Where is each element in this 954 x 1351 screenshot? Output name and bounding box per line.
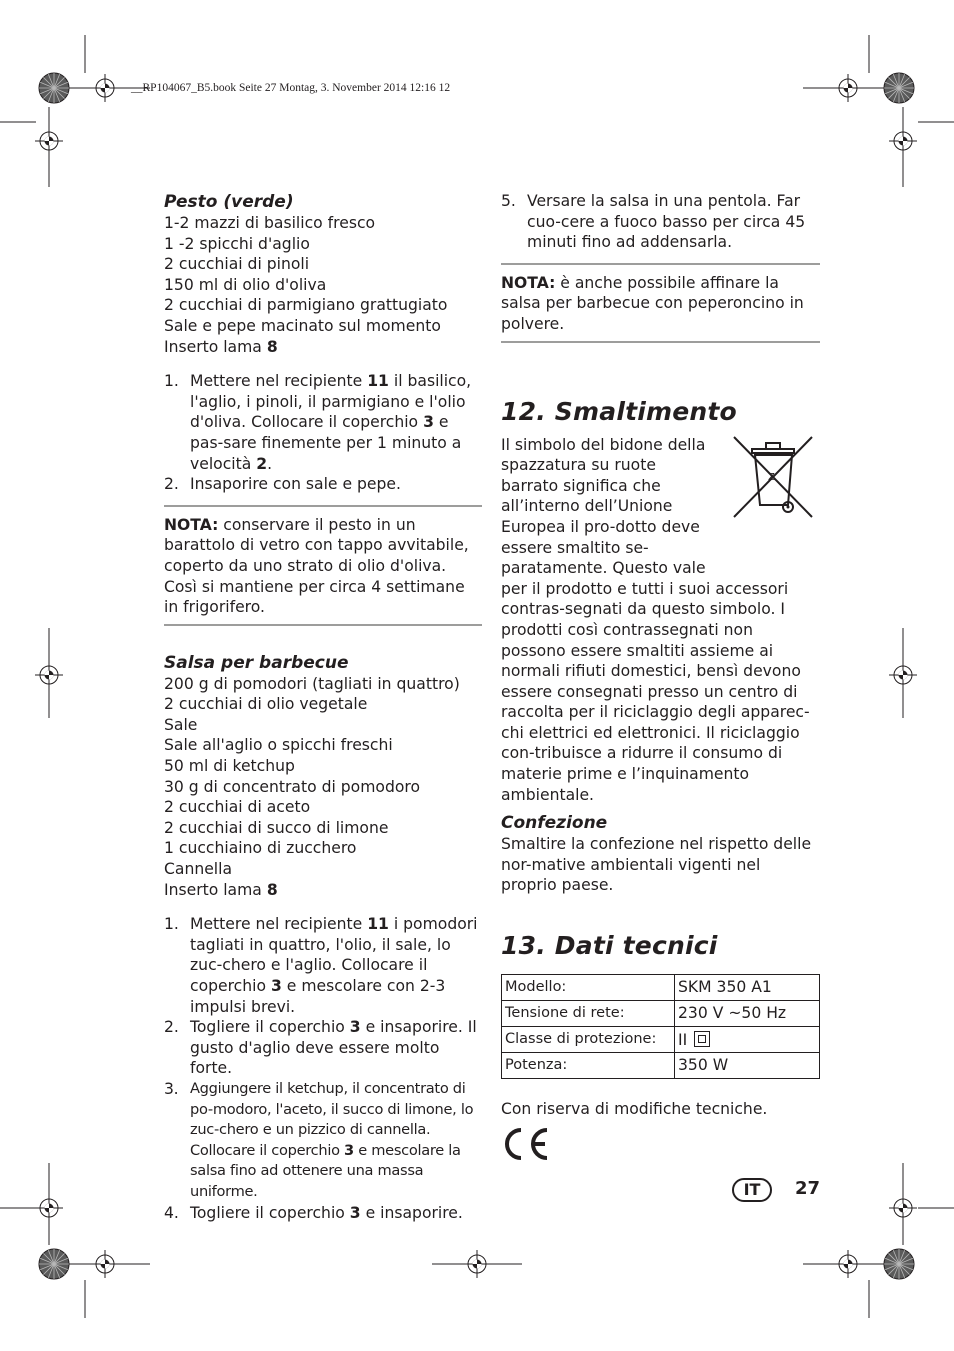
ingredient: Sale [164, 715, 198, 734]
ingredient: 50 ml di ketchup [164, 757, 295, 776]
tech-value: SKM 350 A1 [675, 975, 820, 1001]
disposal-text-wrapped: Il simbolo del bidone della spazzatura su ruote barrato significa che all’interno dell’Unione Europea il pro-dotto deve essere smaltito se-paratamente. Questo vale [501, 435, 706, 578]
step: 2. Insaporire con sale e pepe. [164, 475, 401, 494]
tech-heading: 13. Dati tecnici [501, 931, 718, 961]
step: 5. Versare la salsa in una pentola. Far cuo-cere a fuoco basso per circa 45 minuti fino ad addensarla. [501, 192, 806, 252]
disposal-section [501, 435, 820, 806]
ce-mark-icon [501, 1126, 551, 1162]
ingredient: 2 cucchiai di olio vegetale [164, 695, 368, 714]
ingredient: 2 cucchiai di succo di limone [164, 818, 389, 837]
tech-key: Potenza: [502, 1053, 675, 1079]
ingredient: 2 cucchiai di pinoli [164, 255, 310, 274]
tech-key: Tensione di rete: [502, 1001, 675, 1027]
table-row [502, 1053, 820, 1079]
tech-table [501, 974, 820, 1079]
ingredient-blade: Inserto lama 8 [164, 337, 278, 356]
step: 1. Mettere nel recipiente 11 il basilico, l'aglio, i pinoli, il parmigiano e l'olio d'oliva. Collocare il coperchio 3 e pas-sare finemente per 1 minuto a velocità 2. [164, 372, 472, 473]
ingredient: 2 cucchiai di aceto [164, 798, 311, 817]
print-header: __RP104067_B5.book Seite 27 Montag, 3. November 2014 12:16 12 [131, 82, 451, 94]
step: 3. Aggiungere il ketchup, il concentrato di po-modoro, l'aceto, il succo di limone, lo zuc-chero e un pizzico di cannella. Collocare il coperchio 3 e mescolare la salsa fino ad ottenere una massa uniforme. [164, 1079, 474, 1200]
barbecue-note: NOTA: è anche possibile affinare la salsa per barbecue con peperoncino in polvere. [501, 263, 820, 343]
tech-value: 350 W [675, 1053, 820, 1079]
step: 1. Mettere nel recipiente 11 i pomodori tagliati in quattro, l'olio, il sale, lo zuc-chero e l'aglio. Collocare il coperchio 3 e mescolare con 2-3 impulsi brevi. [164, 915, 478, 1016]
pesto-ingredients [164, 213, 482, 357]
barbecue-steps-continued [501, 191, 820, 253]
left-column [164, 191, 482, 1223]
step: 2. Togliere il coperchio 3 e insaporire. Il gusto d'aglio deve essere molto forte. [164, 1018, 477, 1078]
pesto-note: NOTA: conservare il pesto in un barattolo di vetro con tappo avvitabile, coperto da uno strato di olio d'oliva. Così si mantiene per circa 4 settimane in frigorifero. [164, 505, 482, 626]
pesto-steps [164, 371, 482, 495]
tech-value: II [675, 1027, 820, 1053]
disposal-text: per il prodotto e tutti i suoi accessori contras-segnati da questo simbolo. I prodotti così contrassegnati non possono essere smaltiti assieme ai normali rifiuti domestici, bensì devono essere consegnati presso un centro di raccolta per il riciclaggio degli apparec-chi elettrici ed elettronici. Il riciclaggio con-tribuisce a ridurre il consumo di materie prime e l’inquinamento ambientale. [501, 579, 810, 804]
ingredient: 30 g di concentrato di pomodoro [164, 777, 420, 796]
tech-reserve: Con riserva di modifiche tecniche. [501, 1100, 768, 1119]
table-row [502, 1027, 820, 1053]
ingredient: 2 cucchiai di parmigiano grattugiato [164, 296, 448, 315]
ingredient: 1 cucchiaino di zucchero [164, 839, 357, 858]
crossed-out-wheelie-bin-icon [732, 435, 814, 519]
right-column [501, 191, 820, 1162]
barbecue-ingredients [164, 674, 482, 901]
barbecue-title: Salsa per barbecue [164, 652, 349, 673]
disposal-heading: 12. Smaltimento [501, 396, 737, 426]
svg-text:Z: Z [768, 471, 775, 483]
ingredient: Cannella [164, 860, 233, 879]
ingredient: 1-2 mazzi di basilico fresco [164, 214, 376, 232]
ingredient: 200 g di pomodori (tagliati in quattro) [164, 674, 460, 693]
ingredient: 1 -2 spicchi d'aglio [164, 234, 310, 253]
pesto-title: Pesto (verde) [164, 192, 294, 212]
packaging-title: Confezione [501, 813, 608, 834]
barbecue-steps [164, 914, 482, 1223]
protection-class-ii-icon [694, 1031, 710, 1047]
table-row [502, 1001, 820, 1027]
packaging-text: Smaltire la confezione nel rispetto delle nor-mative ambientali vigenti nel proprio paese. [501, 835, 812, 895]
ingredient-blade: Inserto lama 8 [164, 880, 278, 899]
tech-key: Classe di protezione: [502, 1027, 675, 1053]
ingredient: 150 ml di olio d'oliva [164, 275, 327, 294]
step: 4. Togliere il coperchio 3 e insaporire. [164, 1203, 463, 1222]
language-badge: IT [732, 1178, 772, 1202]
tech-key: Modello: [502, 975, 675, 1001]
tech-value: 230 V ~50 Hz [675, 1001, 820, 1027]
ingredient: Sale all'aglio o spicchi freschi [164, 736, 393, 755]
page-number: 27 [795, 1178, 821, 1199]
ingredient: Sale e pepe macinato sul momento [164, 316, 441, 335]
table-row [502, 975, 820, 1001]
